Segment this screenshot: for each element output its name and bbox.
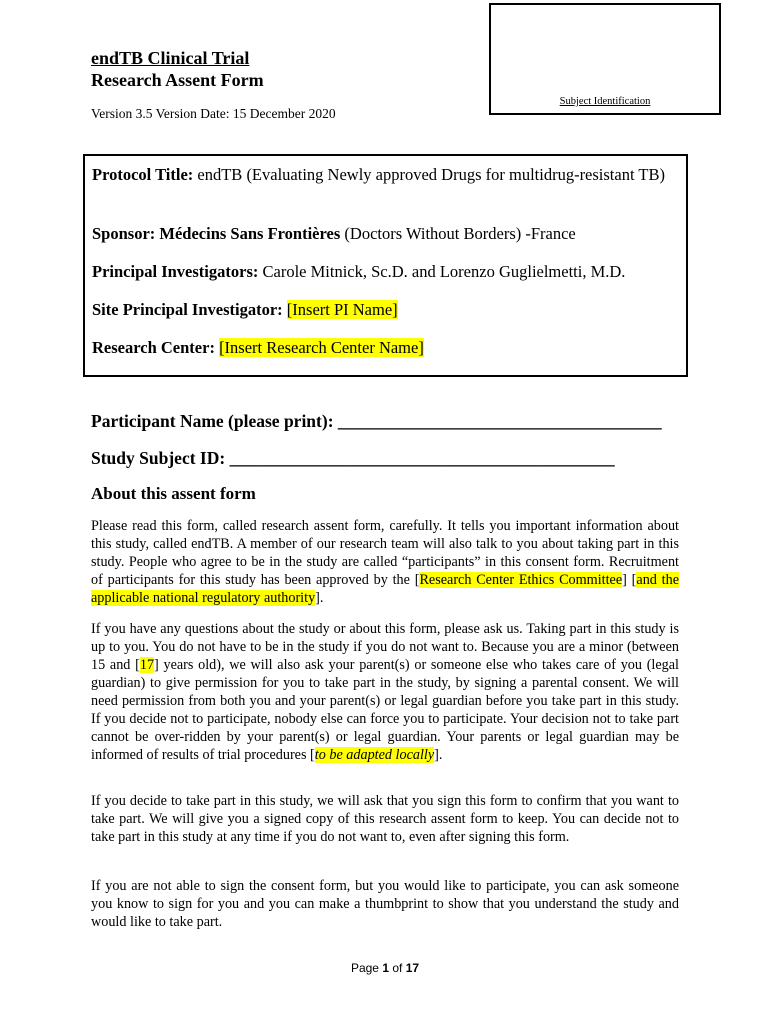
paragraph-1 — [91, 517, 679, 607]
age-placeholder: 17 — [139, 657, 155, 673]
p2-text-c: ]. — [434, 747, 443, 763]
p1-text-a: Please read this form, called research assent form, carefully. It tells you important information about this study, called endTB. A member of our research team will also talk to you about taking part in this study. People who agree to be in the study are called “participants” in this consent form. Recruitment of participants for this study has been approved by the [ — [91, 518, 679, 588]
trial-title: endTB Clinical Trial — [91, 48, 250, 68]
footer-of-word: of — [389, 961, 406, 975]
p1-text-b: ] [ — [622, 572, 637, 588]
protocol-title — [92, 164, 680, 185]
paragraph-2 — [91, 620, 679, 764]
subject-identification-box — [489, 3, 721, 115]
sponsor-value: (Doctors Without Borders) -France — [340, 224, 576, 243]
research-center-line — [92, 337, 680, 358]
adapt-locally-placeholder: to be adapted locally — [314, 747, 435, 763]
p2-text-b: ] years old), we will also ask your parent(s) or someone else who takes care of you (legal guardian) to give permission for you to take part in the study, by signing a parental consent. We will need permission from both you and your parent(s) or legal guardian before you take part in this study. If you decide not to participate, nobody else can force you to participate. Your decision not to take part cannot be over-ridden by your parent(s) or legal guardian. Your parents or legal guardian may be informed of results of trial procedures [ — [91, 657, 679, 763]
regulatory-authority-placeholder: and the applicable national regulatory authority — [91, 572, 679, 606]
current-page-number: 1 — [382, 961, 389, 975]
site-pi-label: Site Principal Investigator: — [92, 300, 283, 319]
document-header — [91, 47, 264, 91]
participant-name-field: Participant Name (please print): _____________________________________ — [91, 411, 662, 431]
page-footer — [0, 961, 770, 975]
pi-value: Carole Mitnick, Sc.D. and Lorenzo Guglielmetti, M.D. — [258, 262, 626, 281]
paragraph-3: If you decide to take part in this study, we will ask that you sign this form to confirm that you want to take part. We will give you a signed copy of this research assent form to keep. You can decide not to take part in this study at any time if you do not want to, even after signing this form. — [91, 793, 679, 845]
protocol-info-box — [83, 154, 688, 377]
footer-page-word: Page — [350, 961, 383, 975]
research-center-placeholder: [Insert Research Center Name] — [219, 338, 424, 357]
section-heading: About this assent form — [91, 484, 256, 503]
p2-text-a: If you have any questions about the study or about this form, please ask us. Taking part in this study is up to you. You do not have to be in the study if you do not want to. Because you are a minor (between 15 and [ — [91, 621, 679, 673]
protocol-title-value: endTB (Evaluating Newly approved Drugs for multidrug-resistant TB) — [197, 165, 665, 184]
paragraph-4: If you are not able to sign the consent form, but you would like to participate, you can ask someone you know to sign for you and you can make a thumbprint to show that you understand the study and would like to take part. — [91, 878, 679, 930]
total-page-count: 17 — [405, 961, 420, 975]
pi-label: Principal Investigators: — [92, 262, 259, 281]
protocol-title-label: Protocol Title: — [92, 165, 194, 184]
version-line: Version 3.5 Version Date: 15 December 2020 — [91, 106, 336, 121]
subject-identification-label: Subject Identification — [559, 96, 651, 107]
sponsor-line — [92, 223, 680, 244]
study-subject-id-field: Study Subject ID: ____________________________________________ — [91, 448, 615, 468]
p1-text-c: ]. — [315, 590, 324, 606]
site-pi-placeholder: [Insert PI Name] — [286, 300, 398, 319]
principal-investigators-line — [92, 261, 680, 282]
sponsor-label: Sponsor: Médecins Sans Frontières — [92, 224, 341, 243]
form-title: Research Assent Form — [91, 70, 264, 90]
ethics-committee-placeholder: Research Center Ethics Committee — [419, 572, 623, 588]
research-center-label: Research Center: — [92, 338, 215, 357]
site-pi-line — [92, 299, 680, 320]
